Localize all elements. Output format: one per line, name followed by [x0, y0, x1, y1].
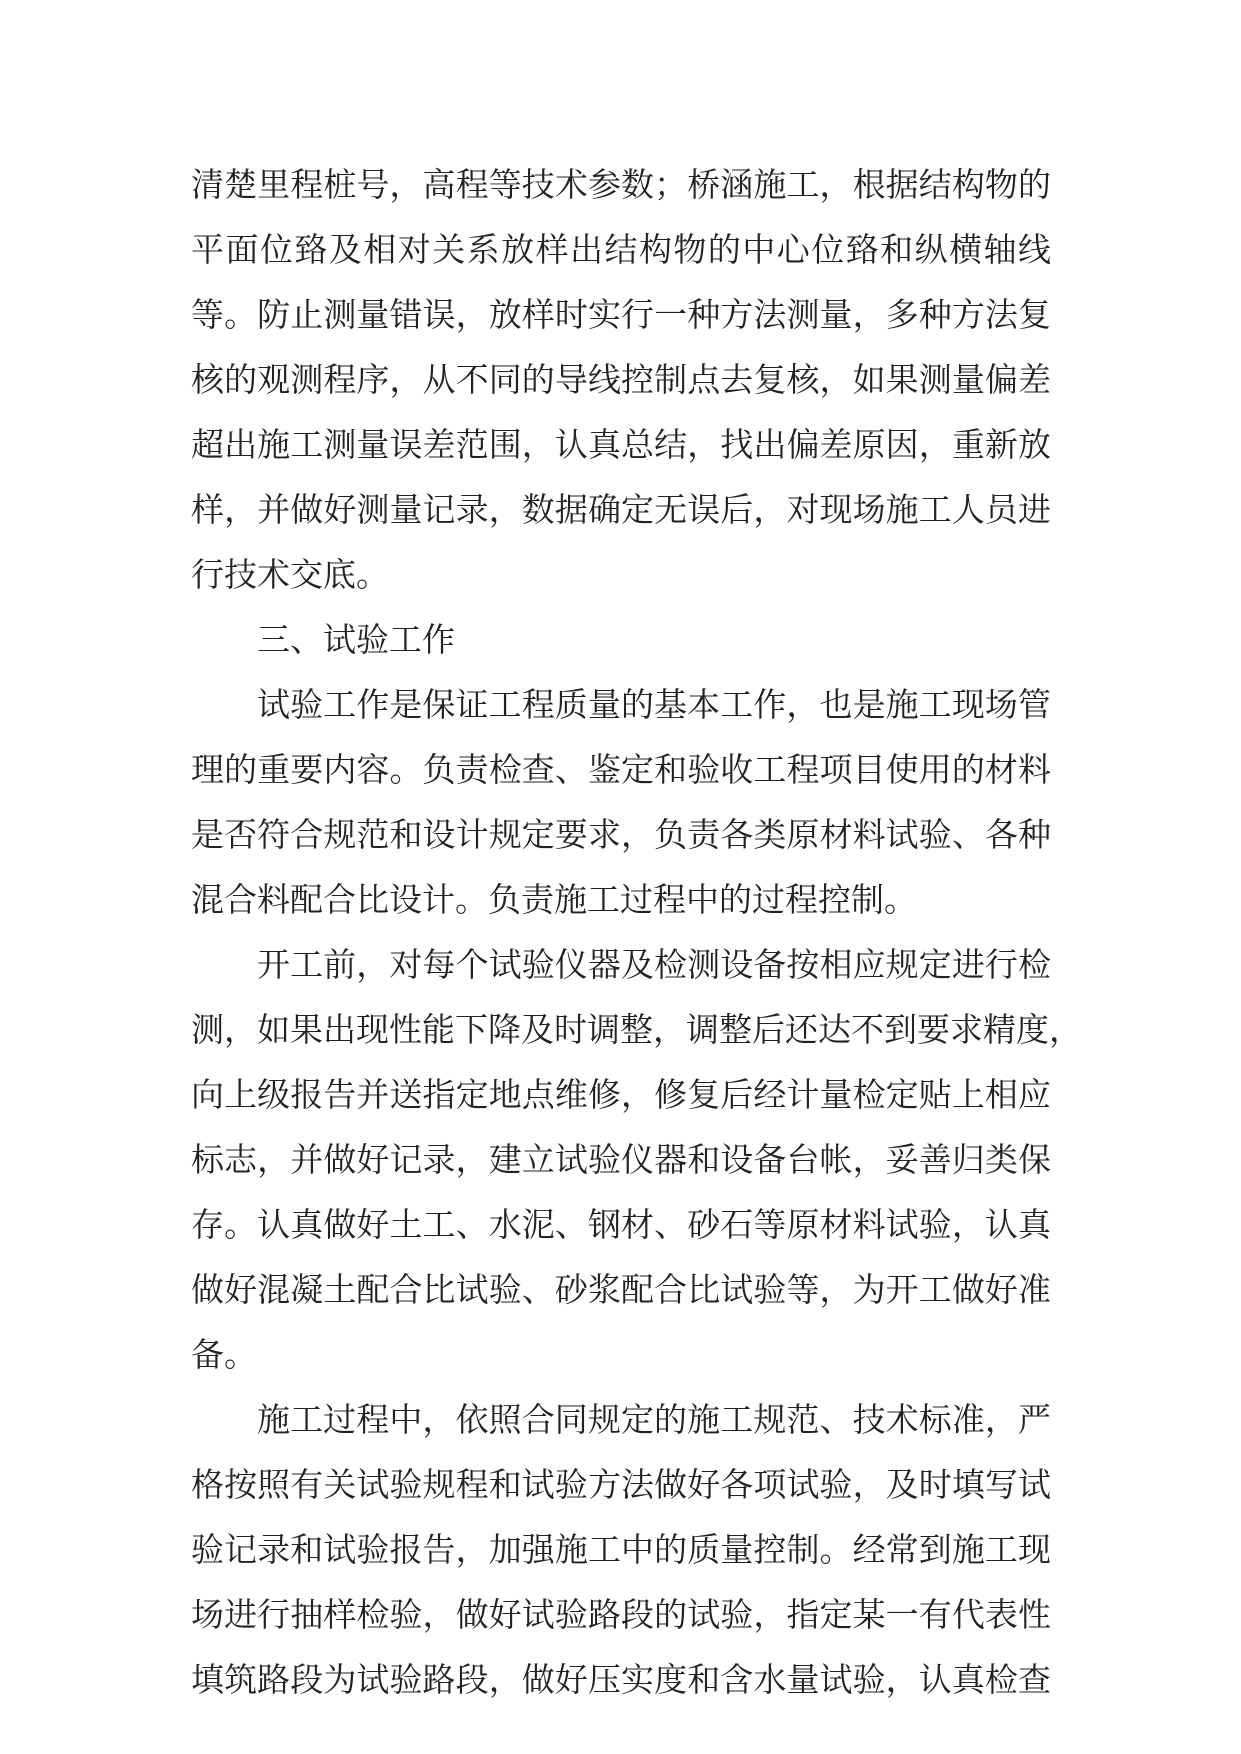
text-line: 测，如果出现性能下降及时调整，调整后还达不到要求精度， — [191, 1010, 1082, 1049]
text-line: 施工过程中，依照合同规定的施工规范、技术标准，严 — [257, 1400, 1051, 1439]
text-line: 行技术交底。 — [191, 555, 389, 594]
text-line: 填筑路段为试验路段，做好压实度和含水量试验，认真检查 — [191, 1660, 1051, 1699]
text-line: 做好混凝土配合比试验、砂浆配合比试验等，为开工做好准 — [191, 1270, 1051, 1309]
text-line: 样，并做好测量记录，数据确定无误后，对现场施工人员进 — [191, 490, 1051, 529]
text-line: 开工前，对每个试验仪器及检测设备按相应规定进行检 — [257, 945, 1051, 984]
text-line: 验记录和试验报告，加强施工中的质量控制。经常到施工现 — [191, 1530, 1051, 1569]
text-line: 试验工作是保证工程质量的基本工作，也是施工现场管 — [257, 685, 1051, 724]
text-line: 平面位臵及相对关系放样出结构物的中心位臵和纵横轴线 — [191, 230, 1051, 269]
text-line: 混合料配合比设计。负责施工过程中的过程控制。 — [191, 880, 917, 919]
text-line: 向上级报告并送指定地点维修，修复后经计量检定贴上相应 — [191, 1075, 1051, 1114]
text-line: 标志，并做好记录，建立试验仪器和设备台帐，妥善归类保 — [191, 1140, 1051, 1179]
text-line: 理的重要内容。负责检查、鉴定和验收工程项目使用的材料 — [191, 750, 1051, 789]
text-line: 备。 — [191, 1335, 257, 1374]
text-line: 格按照有关试验规程和试验方法做好各项试验，及时填写试 — [191, 1465, 1051, 1504]
text-line: 等。防止测量错误，放样时实行一种方法测量，多种方法复 — [191, 295, 1051, 334]
text-line: 是否符合规范和设计规定要求，负责各类原材料试验、各种 — [191, 815, 1051, 854]
text-line: 场进行抽样检验，做好试验路段的试验，指定某一有代表性 — [191, 1595, 1051, 1634]
text-line: 超出施工测量误差范围，认真总结，找出偏差原因，重新放 — [191, 425, 1051, 464]
document-body — [191, 152, 1082, 1712]
text-line: 清楚里程桩号，高程等技术参数；桥涵施工，根据结构物的 — [191, 165, 1051, 204]
text-line: 核的观测程序，从不同的导线控制点去复核，如果测量偏差 — [191, 360, 1051, 399]
text-line: 存。认真做好土工、水泥、钢材、砂石等原材料试验，认真 — [191, 1205, 1051, 1244]
section-heading: 三、试验工作 — [257, 620, 455, 659]
